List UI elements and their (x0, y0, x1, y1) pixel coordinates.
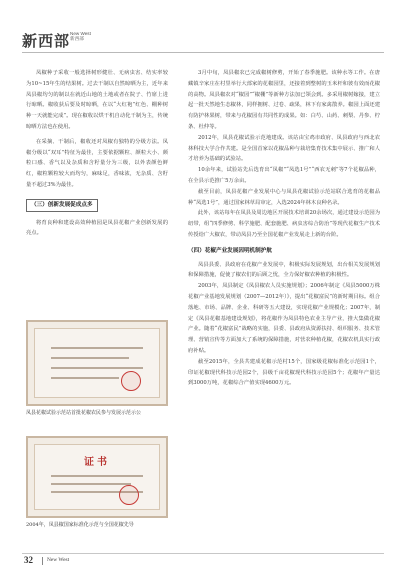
certificate-1-text-line (51, 357, 129, 359)
page-number: 32 (24, 555, 33, 565)
certificate-1-text-line (51, 347, 143, 349)
section-heading-3: （三）创新发展促成点多 (26, 199, 98, 212)
left-paragraph-3: 将育良种和建设高效种植园是凤县花椒产业创新发展的亮点。 (26, 219, 168, 237)
right-column (188, 68, 380, 389)
publication-name: New West (47, 557, 70, 563)
header-divider (22, 52, 384, 53)
left-paragraph-2: 在采摘、干制后，椒收还对凤椒有独特的分级方法。凤椒分级以“双耳”特征为最佳，主要依据颗粒、颜粒大小、颜粒口感、香气以及杂质和含籽量分为三级，以外表颜色鲜红，椒粒颗粒较大而均匀，麻味足，香味浓，无杂质、含籽量不超过3%为最佳。 (26, 138, 168, 188)
page-header (0, 0, 402, 52)
left-column (26, 68, 168, 239)
logo-sub-english: New West (70, 31, 91, 36)
certificate-1-text-line (51, 377, 119, 379)
logo-sub-chinese: 新西部 (70, 36, 84, 41)
certificate-1-seal (121, 371, 141, 391)
certificate-1-frame (34, 328, 160, 398)
footer-separator (42, 557, 43, 565)
certificate-2-title: 证书 (84, 457, 110, 468)
left-paragraph-1: 凤椒种子采收一般选择树形健壮、无病虫害、结实率较为10~15年生的结果树。过去干制以自然晾晒为主，近年来凤县椒均匀的制以在就近山地的土地或者在院子、竹席上进行晾晒。椒收获后要及时晾晒，在以“大红袍”红色、棚种树种一天就能完成”。现在椒收以烘干机自动化干制为主，传统晾晒方法也在使用。 (26, 70, 168, 130)
certificate-2-seal (119, 485, 139, 505)
right-paragraph-4: 截至目前，凤县花椒产业发展中心与凤县花椒试验示范站联合选育的花椒品种“凤选1号”，通过国家林草局审定，入选2024年林木良种名录。 (188, 188, 380, 206)
right-paragraph-6: 凤县县委、县政府在花椒产业发展中，积极实际发展规划，出台相关发展规划和保障措施，促使了椒农们的后顾之忧，全力保好椒农种植的积极性。 (188, 261, 380, 279)
right-paragraph-7: 2003年，凤县制定《凤县椒农人员实施规划》；2006年制定《凤县5000万株花椒产业基地发展规划（2007—2012年）》，提出“花椒富民”的新时期目标。组合落地、市场、品牌、企业、科研等五大建设，实现花椒产业规模化；2007年，制定《凤县花椒基地建设规划》，将花椒作为凤县特色农业主导产业，推大集做花椒产业。随着“花椒富民”战略的实施，县委、县政府从资源扶持、组织服务、技术管理、营销宣传等方面加大了系统的保障措施，对营农种植花椒，花椒农机具实行政府补贴。 (188, 283, 380, 354)
footer-divider (22, 553, 384, 554)
certificate-photo-1 (26, 320, 168, 406)
right-paragraph-2: 2012年，凤县花椒试验示范地建成。该站由宝鸡市政府、凤县政府与西北农林科技大学合作共建。是全国首家以花椒品种与栽培集育技术集中展示、推广和人才培养为基础的试验站。 (188, 134, 380, 163)
certificate-1-caption: 凤县花椒试验示范站首批花椒农民参与发展示范示公 (26, 410, 142, 416)
certificate-2-caption: 2004年，凤县椒国家标准化示范与全国花椒先导 (26, 522, 134, 528)
magazine-logo: 新西部 (22, 32, 71, 50)
magazine-logo-subtitle (70, 31, 91, 41)
certificate-1-text-line (51, 367, 143, 369)
right-paragraph-1: 3月中旬，凤县椒农已完成椒树修剪，开始了春季施肥。该种水等工作。在唐藏镇辛家庄在村里举行大部家的花椒园里，还接着到整树的玉米杆和彼有效而花椒的高物。凤县椒农对“椒园”“椒棚”等新种方法加已领会到。多采用椒树嫁接，建立起一批天然地生态椒林，同样拥树、过卷、疏果，林下有家禽散养。椒园上面还建有防护林果树，带来与花椒园有共同性的成果。如：白芍、山药、刺梨、丹参、柠条、杜仲等。 (188, 70, 380, 130)
section-heading-4: （四）花椒产业发展因明机制护航 (188, 247, 272, 254)
certificate-2-text-line (51, 475, 143, 477)
certificate-2-text-line (51, 483, 131, 485)
right-paragraph-8: 截至2015年，全县共建成花椒示范村15个，国家级花椒标准化示范园1个，印证花椒现代科技示范园2个，县级千亩花椒现代科技示范园5个；花椒年产量达到3000万吨，花椒综合产值实现4600万元。 (188, 358, 380, 387)
certificate-2-frame (34, 444, 160, 510)
certificate-photo-2 (26, 436, 168, 518)
right-paragraph-5: 此外，该站每年在凤县及周边地区开展技术培训20余场次，通过建设示范园为纽带，组“四季修剪、科学施肥、配套施肥、病虫害综合防治”等现代花椒生产技术传授给广大椒农，带动凤县乃至全国花椒产业发展走上新的台阶。 (188, 210, 380, 238)
right-paragraph-3: 10余年来，试验站先后选育出“凤椒”“凤选1号”“西农无刺”等7个花椒品种，在全县示范推广5万余亩。 (188, 167, 380, 184)
